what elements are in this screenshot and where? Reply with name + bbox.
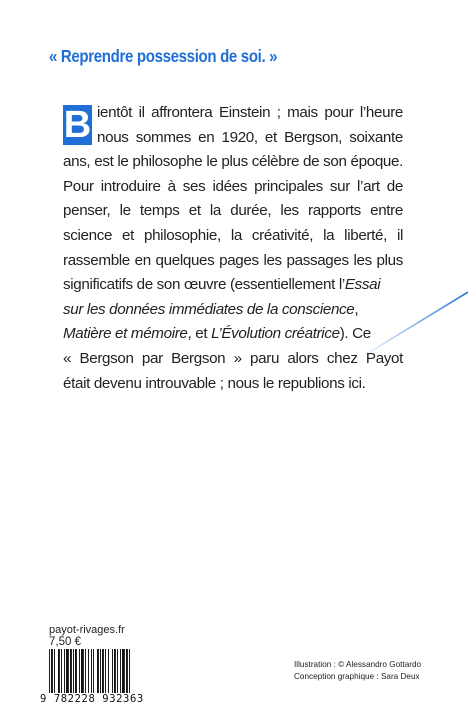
- blurb-text: [63, 101, 403, 396]
- body-line-3: ans, est le philosophe le plus célèbre de son époque.: [63, 153, 403, 171]
- body-line-8-text: significatifs de son œuvre (essentiellement l’: [63, 276, 345, 294]
- body-line-11: « Bergson par Bergson » paru alors chez Payot: [63, 349, 403, 367]
- barcode-bar: [85, 649, 86, 693]
- body-line-2: nous sommes en 1920, et Bergson, soixante: [97, 128, 403, 146]
- body-line-1: ientôt il affrontera Einstein ; mais pour l’heure: [97, 104, 403, 121]
- barcode-bar: [117, 649, 118, 693]
- essai-title-part1: Essai: [344, 276, 381, 294]
- conjunction: , et: [187, 325, 212, 343]
- barcode-bar: [58, 649, 60, 693]
- barcode-bar: [79, 649, 80, 693]
- barcode-bar: [105, 649, 106, 693]
- drop-cap: B: [63, 104, 92, 146]
- barcode-bar: [97, 649, 99, 693]
- isbn-digits: 9 782228 932363: [40, 693, 165, 705]
- price: 7,50 €: [49, 636, 81, 648]
- body-line-6: science et philosophie, la créativité, la liberté, il: [63, 226, 403, 244]
- body-line-10: [63, 322, 403, 347]
- evolution-title: L’Évolution créatrice: [211, 325, 340, 343]
- barcode-bar: [93, 649, 94, 693]
- illustration-credit: Illustration : © Alessandro Gottardo: [294, 660, 422, 669]
- barcode-bar: [102, 649, 104, 693]
- barcode-bar: [114, 649, 116, 693]
- body-line-7: rassemble en quelques pages les passages les plus: [63, 251, 403, 269]
- barcode-bar: [70, 649, 72, 693]
- body-line-5: penser, le temps et la durée, les rapports entre: [63, 202, 403, 220]
- body-line-4: Pour introduire à ses idées principales sur l’art de: [63, 177, 403, 195]
- barcode-bar: [73, 649, 74, 693]
- matiere-title: Matière et mémoire: [63, 325, 188, 343]
- design-credit: Conception graphique : Sara Deux: [294, 671, 420, 681]
- barcode-bar: [91, 649, 92, 693]
- barcode-bar: [129, 649, 130, 699]
- barcode-bar: [112, 649, 113, 693]
- essai-title-part2: sur les données immédiates de la conscience: [63, 300, 355, 318]
- comma: ,: [354, 300, 359, 318]
- barcode-bar: [54, 649, 55, 693]
- line-end: ). Ce: [339, 325, 371, 343]
- barcode-bar: [51, 649, 53, 699]
- tagline: « Reprendre possession de soi. »: [49, 46, 278, 66]
- barcode-bar: [75, 649, 77, 693]
- barcode-bar: [49, 649, 50, 699]
- barcode-bar: [108, 649, 109, 693]
- body-line-8: [63, 273, 403, 298]
- barcode-bar: [88, 649, 89, 693]
- barcode-bar: [81, 649, 84, 693]
- barcode-bar: [122, 649, 125, 693]
- barcode-bar: [100, 649, 101, 693]
- barcode-bar: [120, 649, 121, 693]
- publisher-website: payot-rivages.fr: [49, 624, 125, 636]
- body-line-12: était devenu introuvable ; nous le republions ici.: [63, 374, 366, 392]
- body-line-9: [63, 298, 403, 323]
- barcode-bar: [126, 649, 128, 699]
- barcode-bar: [64, 649, 65, 693]
- barcode-bar: [61, 649, 62, 693]
- credits: [294, 659, 421, 682]
- barcode-bar: [66, 649, 69, 693]
